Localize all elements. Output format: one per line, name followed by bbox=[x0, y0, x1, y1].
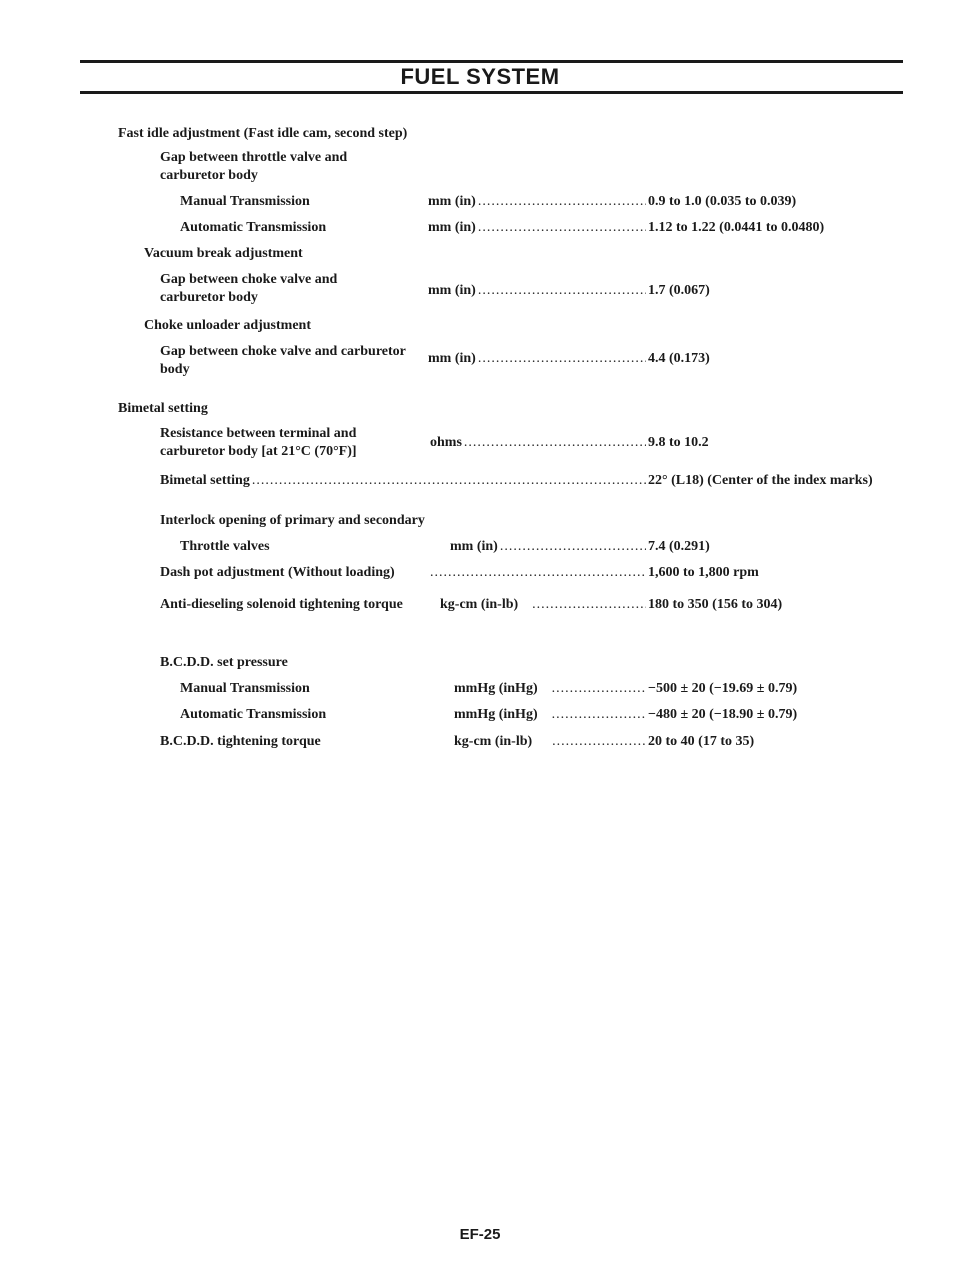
value: 20 to 40 (17 to 35) bbox=[648, 734, 755, 749]
value: −480 ± 20 (−18.90 ± 0.79) bbox=[648, 707, 798, 722]
bcdd-torque-label: B.C.D.D. tightening torque bbox=[160, 734, 321, 749]
anti-dieseling-spec bbox=[440, 596, 898, 614]
value: −500 ± 20 (−19.69 ± 0.79) bbox=[648, 681, 798, 696]
choke-unloader-spec bbox=[428, 350, 898, 368]
bcdd-automatic-label: Automatic Transmission bbox=[180, 707, 327, 722]
choke-unloader-label-1: Gap between choke valve and carburetor bbox=[160, 344, 406, 359]
dot-leader bbox=[532, 596, 646, 614]
unit: mm (in) bbox=[428, 194, 476, 209]
dot-leader bbox=[464, 434, 646, 452]
interlock-spec bbox=[450, 538, 898, 556]
value: 180 to 350 (156 to 304) bbox=[648, 597, 783, 612]
header-rule-bottom bbox=[80, 91, 903, 94]
unit: mm (in) bbox=[428, 220, 476, 235]
unit: kg-cm (in-lb) bbox=[454, 734, 533, 749]
vacuum-break-label-2: carburetor body bbox=[160, 290, 258, 305]
choke-unloader-label-2: body bbox=[160, 362, 190, 377]
vacuum-break-spec bbox=[428, 282, 898, 300]
dot-leader bbox=[478, 219, 646, 237]
bimetal-resistance-label-1: Resistance between terminal and bbox=[160, 426, 357, 441]
dash-pot-spec bbox=[428, 564, 898, 582]
label: Bimetal setting bbox=[160, 473, 250, 488]
fast-idle-manual-spec bbox=[428, 193, 898, 211]
vacuum-break-label-1: Gap between choke valve and bbox=[160, 272, 338, 287]
fast-idle-gap-label-2: carburetor body bbox=[160, 168, 258, 183]
bcdd-manual-spec bbox=[454, 680, 898, 698]
value: 1.7 (0.067) bbox=[648, 283, 710, 298]
bimetal-setting-spec bbox=[160, 472, 900, 490]
page-number: EF-25 bbox=[459, 1226, 501, 1243]
value: 9.8 to 10.2 bbox=[648, 435, 709, 450]
choke-unloader-heading: Choke unloader adjustment bbox=[144, 318, 311, 333]
unit: kg-cm (in-lb) bbox=[440, 597, 519, 612]
unit: mm (in) bbox=[428, 283, 476, 298]
value: 1.12 to 1.22 (0.0441 to 0.0480) bbox=[648, 220, 825, 235]
unit: ohms bbox=[430, 435, 462, 450]
fast-idle-heading: Fast idle adjustment (Fast idle cam, second step) bbox=[118, 126, 408, 141]
unit: mmHg (inHg) bbox=[454, 681, 538, 696]
dot-leader bbox=[478, 350, 646, 368]
dot-leader bbox=[478, 193, 646, 211]
bcdd-heading: B.C.D.D. set pressure bbox=[160, 655, 288, 670]
value: 1,600 to 1,800 rpm bbox=[648, 565, 759, 580]
dot-leader bbox=[552, 706, 646, 724]
bimetal-resistance-label-2: carburetor body [at 21°C (70°F)] bbox=[160, 444, 357, 459]
value: 22° (L18) (Center of the index marks) bbox=[648, 473, 873, 488]
bcdd-torque-spec bbox=[454, 733, 898, 751]
interlock-label: Throttle valves bbox=[180, 539, 270, 554]
value: 7.4 (0.291) bbox=[648, 539, 710, 554]
vacuum-break-heading: Vacuum break adjustment bbox=[144, 246, 303, 261]
page-title: FUEL SYSTEM bbox=[400, 64, 560, 89]
anti-dieseling-label: Anti-dieseling solenoid tightening torque bbox=[160, 597, 403, 612]
unit: mmHg (inHg) bbox=[454, 707, 538, 722]
bcdd-manual-label: Manual Transmission bbox=[180, 681, 310, 696]
fast-idle-automatic-label: Automatic Transmission bbox=[180, 220, 327, 235]
dot-leader bbox=[500, 538, 646, 556]
dot-leader bbox=[552, 680, 646, 698]
value: 0.9 to 1.0 (0.035 to 0.039) bbox=[648, 194, 797, 209]
bimetal-resistance-spec bbox=[430, 434, 898, 452]
dot-leader bbox=[478, 282, 646, 300]
fast-idle-automatic-spec bbox=[428, 219, 898, 237]
unit: mm (in) bbox=[428, 351, 476, 366]
bimetal-heading: Bimetal setting bbox=[118, 401, 208, 416]
unit: mm (in) bbox=[450, 539, 498, 554]
bcdd-automatic-spec bbox=[454, 706, 898, 724]
dash-pot-label: Dash pot adjustment (Without loading) bbox=[160, 565, 395, 580]
dot-leader bbox=[252, 472, 646, 490]
fast-idle-manual-label: Manual Transmission bbox=[180, 194, 310, 209]
value: 4.4 (0.173) bbox=[648, 351, 710, 366]
dot-leader bbox=[430, 564, 646, 582]
fast-idle-gap-label-1: Gap between throttle valve and bbox=[160, 150, 348, 165]
dot-leader bbox=[552, 733, 646, 751]
interlock-heading: Interlock opening of primary and secondary bbox=[160, 513, 425, 528]
